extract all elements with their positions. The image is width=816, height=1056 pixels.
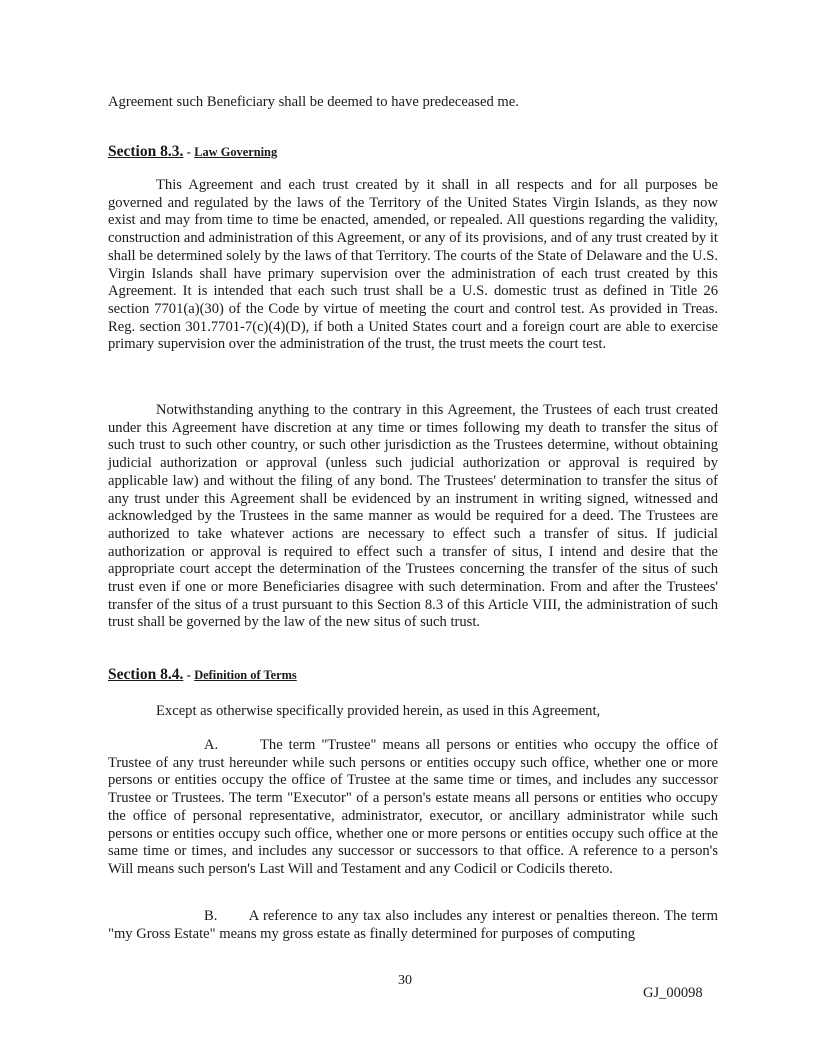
bates-number: GJ_00098 (643, 985, 703, 1001)
section-8-4-number: Section 8.4. (108, 666, 184, 683)
section-8-4-intro: Except as otherwise specifically provided herein, as used in this Agreement, (156, 703, 601, 719)
opening-line: Agreement such Beneficiary shall be deemed to have predeceased me. (108, 94, 519, 110)
section-8-3-number: Section 8.3. (108, 143, 184, 160)
section-8-4-item-b: B. A reference to any tax also includes any interest or penalties thereon. The term "my Gross Estate" means my gross estate as finally determined for purposes of computing (108, 908, 718, 942)
section-8-3-paragraph-2: Notwithstanding anything to the contrary in this Agreement, the Trustees of each trust created under this Agreement have discretion at any time or times following my death to transfer the situs of such trust to such other country, or such other jurisdiction as the Trustees determine, without obtaining judicial authorization or approval (unless such judicial authorization or approval is required by applicable law) and without the filing of any bond. The Trustees' determination to transfer the situs of any trust under this Agreement shall be evidenced by an instrument in writing signed, witnessed and acknowledged by the Trustees in the same manner as would be required for a deed. The Trustees are authorized to take whatever actions are necessary to effect such a transfer of situs. If judicial authorization or approval is required to effect such a transfer of situs, I intend and desire that the appropriate court accept the determination of the Trustees concerning the transfer of the situs of such trust even if one or more Beneficiaries disagree with such determination. From and after the Trustees' transfer of the situs of a trust pursuant to this Section 8.3 of this Article VIII, the administration of such trust shall be governed by the law of the new situs of such trust. (108, 402, 718, 631)
section-8-3-paragraph-2-block (108, 402, 718, 632)
section-8-3-paragraph-1: This Agreement and each trust created by it shall in all respects and for all purposes be governed and regulated by the laws of the Territory of the United States Virgin Islands, as they now exist and may from time to time be enacted, amended, or repealed. All questions regarding the validity, construction and administration of this Agreement, or any of its provisions, and of any trust created by it shall be determined solely by the laws of that Territory. The courts of the State of Delaware and the U.S. Virgin Islands shall have primary supervision over the administration of each trust created by this Agreement. It is intended that each such trust shall be a U.S. domestic trust as defined in Title 26 section 7701(a)(30) of the Code by virtue of meeting the court and control test. As provided in Treas. Reg. section 301.7701-7(c)(4)(D), if both a United States court and a foreign court are able to exercise primary supervision over the administration of the trust, the trust meets the court test. (108, 177, 718, 353)
section-8-3-title: Law Governing (194, 145, 278, 159)
section-8-4-title: Definition of Terms (194, 668, 297, 682)
section-8-3-heading (108, 143, 277, 161)
section-8-4-item-b-block (108, 908, 718, 943)
section-8-3-dash: - (183, 144, 195, 159)
section-8-4-heading (108, 666, 297, 684)
section-8-4-dash: - (183, 667, 195, 682)
section-8-3-paragraph-1-block (108, 177, 718, 354)
section-8-4-item-a-block (108, 737, 718, 879)
section-8-4-item-a: A. The term "Trustee" means all persons or entities who occupy the office of Trustee of any trust hereunder while such persons or entities occupy such office, whether one or more persons or entities occupy the office of Trustee at the same time or times, and includes any successor Trustee or Trustees. The term "Executor" of a person's estate means all persons or entities who occupy the office of personal representative, administrator, executor, or ancillary administrator while such persons or entities occupy such office, whether one or more persons or entities occupy such office at the same time or times, and includes any successor or successors to that office. A reference to a person's Will means such person's Last Will and Testament and any Codicil or Codicils thereto. (108, 737, 718, 877)
page-number: 30 (398, 973, 412, 988)
